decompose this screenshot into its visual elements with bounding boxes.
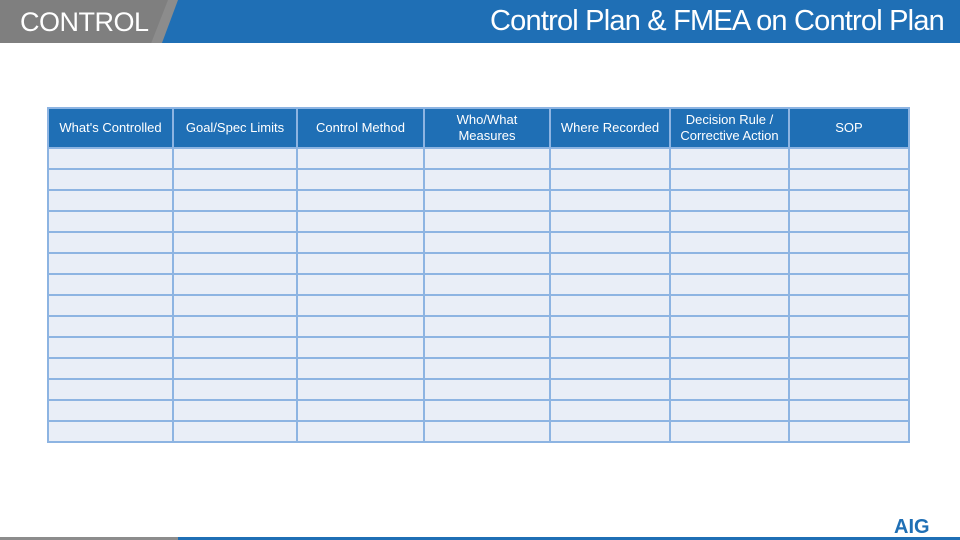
table-cell[interactable] [789, 253, 909, 274]
table-cell[interactable] [173, 379, 297, 400]
table-cell[interactable] [550, 316, 670, 337]
table-cell[interactable] [789, 169, 909, 190]
table-row [48, 295, 909, 316]
table-cell[interactable] [424, 358, 550, 379]
table-cell[interactable] [297, 337, 424, 358]
table-cell[interactable] [670, 316, 789, 337]
table-cell[interactable] [670, 274, 789, 295]
table-cell[interactable] [297, 274, 424, 295]
table-cell[interactable] [173, 274, 297, 295]
table-cell[interactable] [297, 232, 424, 253]
table-cell[interactable] [670, 169, 789, 190]
table-cell[interactable] [297, 316, 424, 337]
table-cell[interactable] [424, 379, 550, 400]
company-logo [894, 514, 956, 536]
table-cell[interactable] [789, 337, 909, 358]
table-cell[interactable] [424, 316, 550, 337]
table-row [48, 190, 909, 211]
column-header-who-what-measures: Who/What Measures [424, 108, 550, 148]
table-row [48, 253, 909, 274]
table-cell[interactable] [424, 295, 550, 316]
table-cell[interactable] [789, 358, 909, 379]
table-cell[interactable] [670, 379, 789, 400]
table-cell[interactable] [173, 190, 297, 211]
table-cell[interactable] [550, 232, 670, 253]
table-header-row [48, 108, 909, 148]
table-cell[interactable] [789, 400, 909, 421]
table-row [48, 232, 909, 253]
table-cell[interactable] [48, 421, 173, 442]
table-cell[interactable] [48, 337, 173, 358]
column-header-decision-rule: Decision Rule / Corrective Action [670, 108, 789, 148]
table-cell[interactable] [297, 358, 424, 379]
table-cell[interactable] [789, 190, 909, 211]
table-cell[interactable] [789, 379, 909, 400]
table-cell[interactable] [297, 295, 424, 316]
table-cell[interactable] [48, 148, 173, 169]
table-cell[interactable] [297, 190, 424, 211]
table-cell[interactable] [670, 400, 789, 421]
column-header-control-method: Control Method [297, 108, 424, 148]
table-cell[interactable] [550, 274, 670, 295]
table-cell[interactable] [48, 316, 173, 337]
table-cell[interactable] [670, 358, 789, 379]
table-cell[interactable] [48, 274, 173, 295]
table-cell[interactable] [173, 169, 297, 190]
table-row [48, 337, 909, 358]
table-cell[interactable] [550, 211, 670, 232]
table-cell[interactable] [48, 253, 173, 274]
table-cell[interactable] [424, 211, 550, 232]
table-cell[interactable] [424, 190, 550, 211]
table-cell[interactable] [789, 295, 909, 316]
table-row [48, 421, 909, 442]
table-cell[interactable] [424, 400, 550, 421]
table-cell[interactable] [550, 190, 670, 211]
table-cell[interactable] [173, 148, 297, 169]
table-row [48, 211, 909, 232]
table-cell[interactable] [789, 232, 909, 253]
column-header-sop: SOP [789, 108, 909, 148]
table-cell[interactable] [297, 211, 424, 232]
table-cell[interactable] [173, 232, 297, 253]
table-cell[interactable] [48, 169, 173, 190]
table-cell[interactable] [48, 358, 173, 379]
table-body [48, 148, 909, 442]
table-cell[interactable] [48, 190, 173, 211]
table-cell[interactable] [550, 379, 670, 400]
table-cell[interactable] [173, 295, 297, 316]
column-header-where-recorded: Where Recorded [550, 108, 670, 148]
table-row [48, 400, 909, 421]
table-cell[interactable] [670, 421, 789, 442]
table-cell[interactable] [424, 274, 550, 295]
page-title: Control Plan & FMEA on Control Plan [490, 5, 944, 37]
table-row [48, 169, 909, 190]
table-row [48, 316, 909, 337]
table-cell[interactable] [173, 337, 297, 358]
table-cell[interactable] [550, 337, 670, 358]
table-cell[interactable] [670, 211, 789, 232]
table-cell[interactable] [670, 232, 789, 253]
table-cell[interactable] [48, 211, 173, 232]
table-row [48, 274, 909, 295]
table-cell[interactable] [789, 316, 909, 337]
table-cell[interactable] [550, 148, 670, 169]
table-cell[interactable] [424, 253, 550, 274]
table-cell[interactable] [173, 421, 297, 442]
column-header-goal-spec-limits: Goal/Spec Limits [173, 108, 297, 148]
table-cell[interactable] [297, 421, 424, 442]
table-cell[interactable] [173, 400, 297, 421]
table-cell[interactable] [297, 253, 424, 274]
table-cell[interactable] [48, 379, 173, 400]
table-cell[interactable] [550, 253, 670, 274]
table-cell[interactable] [297, 379, 424, 400]
table-cell[interactable] [424, 421, 550, 442]
table-cell[interactable] [550, 421, 670, 442]
table-cell[interactable] [670, 253, 789, 274]
table-cell[interactable] [424, 169, 550, 190]
table-cell[interactable] [550, 169, 670, 190]
table-cell[interactable] [48, 400, 173, 421]
table-row [48, 379, 909, 400]
control-plan-table [47, 107, 910, 443]
table-cell[interactable] [173, 358, 297, 379]
table-cell[interactable] [424, 337, 550, 358]
table-cell[interactable] [297, 169, 424, 190]
table-row [48, 148, 909, 169]
table-cell[interactable] [550, 400, 670, 421]
logo-text: AIG [894, 516, 930, 536]
table-cell[interactable] [789, 274, 909, 295]
table-cell[interactable] [789, 148, 909, 169]
table-cell[interactable] [173, 253, 297, 274]
table-cell[interactable] [173, 316, 297, 337]
section-label: CONTROL [20, 7, 149, 37]
table-cell[interactable] [550, 295, 670, 316]
table-cell[interactable] [173, 211, 297, 232]
table-cell[interactable] [670, 148, 789, 169]
table-cell[interactable] [789, 211, 909, 232]
column-header-whats-controlled: What's Controlled [48, 108, 173, 148]
table-cell[interactable] [670, 190, 789, 211]
table-cell[interactable] [48, 232, 173, 253]
table-cell[interactable] [297, 148, 424, 169]
table-cell[interactable] [424, 148, 550, 169]
table-cell[interactable] [670, 337, 789, 358]
table-row [48, 358, 909, 379]
table-cell[interactable] [48, 295, 173, 316]
table-cell[interactable] [670, 295, 789, 316]
table-cell[interactable] [424, 232, 550, 253]
table-cell[interactable] [789, 421, 909, 442]
table-cell[interactable] [550, 358, 670, 379]
table-cell[interactable] [297, 400, 424, 421]
